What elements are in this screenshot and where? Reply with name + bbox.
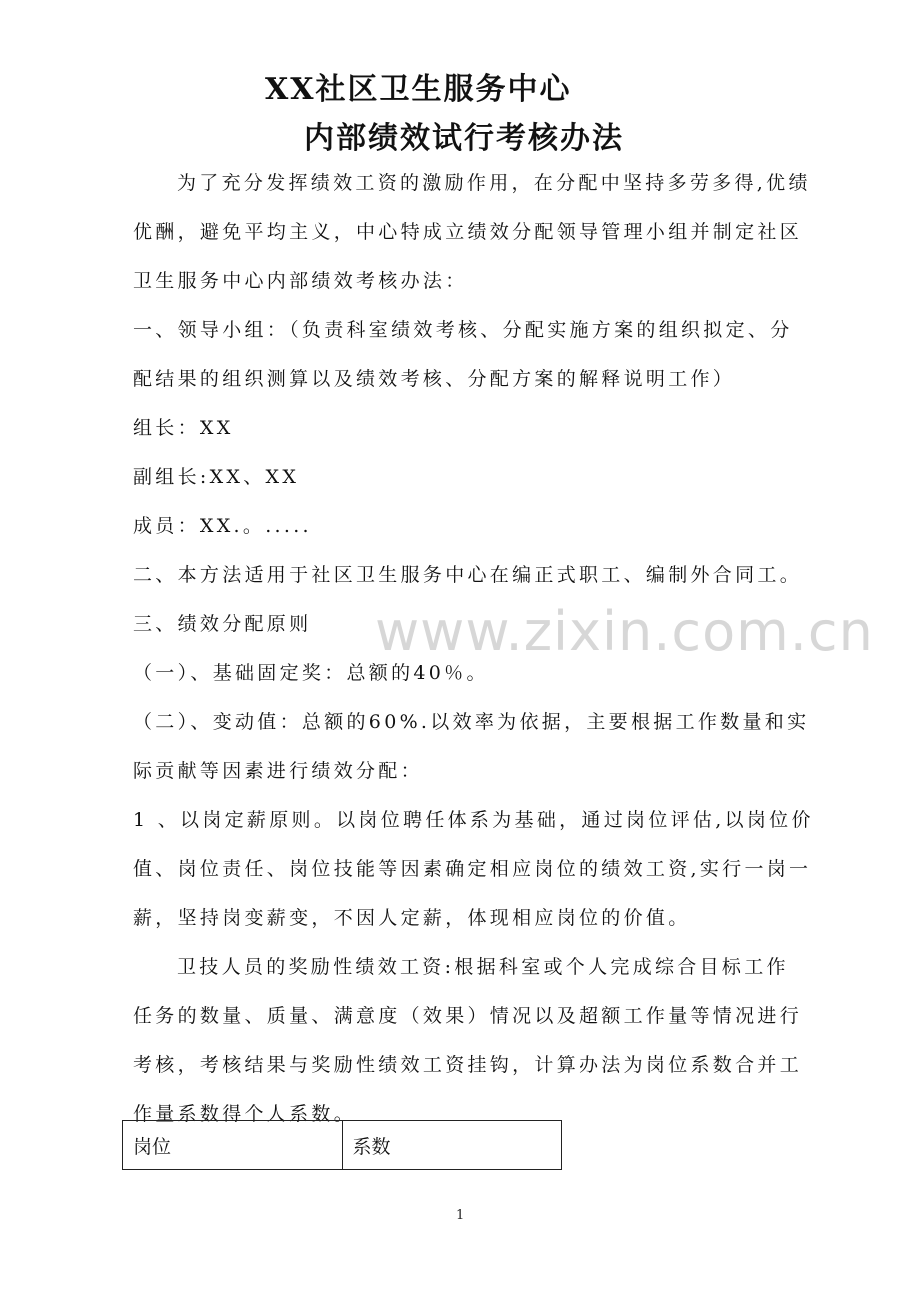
paragraph-line: 1 、以岗定薪原则。以岗位聘任体系为基础，通过岗位评估,以岗位价 bbox=[133, 809, 814, 831]
paragraph-line: 卫技人员的奖励性绩效工资:根据科室或个人完成综合目标工作 bbox=[177, 956, 789, 978]
paragraph-line: 卫生服务中心内部绩效考核办法： bbox=[133, 270, 468, 292]
list-item: 副组长:XX、XX bbox=[133, 466, 300, 488]
paragraph-line: 优酬，避免平均主义，中心特成立绩效分配领导管理小组并制定社区 bbox=[133, 221, 803, 243]
paragraph-line: 作量系数得个人系数。 bbox=[133, 1103, 357, 1125]
position-coefficient-table bbox=[122, 1120, 562, 1170]
paragraph-line: （一）、基础固定奖：总额的40％。 bbox=[133, 662, 489, 684]
table-header-cell: 系数 bbox=[342, 1121, 562, 1170]
paragraph-line: 值、岗位责任、岗位技能等因素确定相应岗位的绩效工资,实行一岗一 bbox=[133, 858, 812, 880]
list-item: 成员：XX.。..... bbox=[133, 515, 312, 537]
document-title-line-1: XX社区卫生服务中心 bbox=[265, 72, 572, 107]
section-heading: 三、绩效分配原则 bbox=[133, 613, 312, 635]
paragraph-line: 任务的数量、质量、满意度（效果）情况以及超额工作量等情况进行 bbox=[133, 1005, 803, 1027]
list-item: 组长：XX bbox=[133, 417, 234, 439]
watermark: www.zixin.com.cn bbox=[375, 600, 874, 663]
paragraph-line: 配结果的组织测算以及绩效考核、分配方案的解释说明工作） bbox=[133, 368, 736, 390]
table-header-cell: 岗位 bbox=[123, 1121, 343, 1170]
section-heading: 一、领导小组：（负责科室绩效考核、分配实施方案的组织拟定、分 bbox=[133, 319, 793, 341]
document-title-line-2: 内部绩效试行考核办法 bbox=[304, 121, 624, 156]
section-heading: 二、本方法适用于社区卫生服务中心在编正式职工、编制外合同工。 bbox=[133, 564, 803, 586]
paragraph-line: 考核，考核结果与奖励性绩效工资挂钩，计算办法为岗位系数合并工 bbox=[133, 1054, 803, 1076]
paragraph-line: （二）、变动值：总额的60%.以效率为依据，主要根据工作数量和实 bbox=[133, 711, 810, 733]
paragraph-line: 薪，坚持岗变薪变，不因人定薪，体现相应岗位的价值。 bbox=[133, 907, 691, 929]
page-number: 1 bbox=[456, 1208, 465, 1223]
table-header-row bbox=[123, 1121, 562, 1170]
paragraph-line: 际贡献等因素进行绩效分配： bbox=[133, 760, 423, 782]
paragraph-line: 为了充分发挥绩效工资的激励作用，在分配中坚持多劳多得,优绩 bbox=[177, 172, 811, 194]
